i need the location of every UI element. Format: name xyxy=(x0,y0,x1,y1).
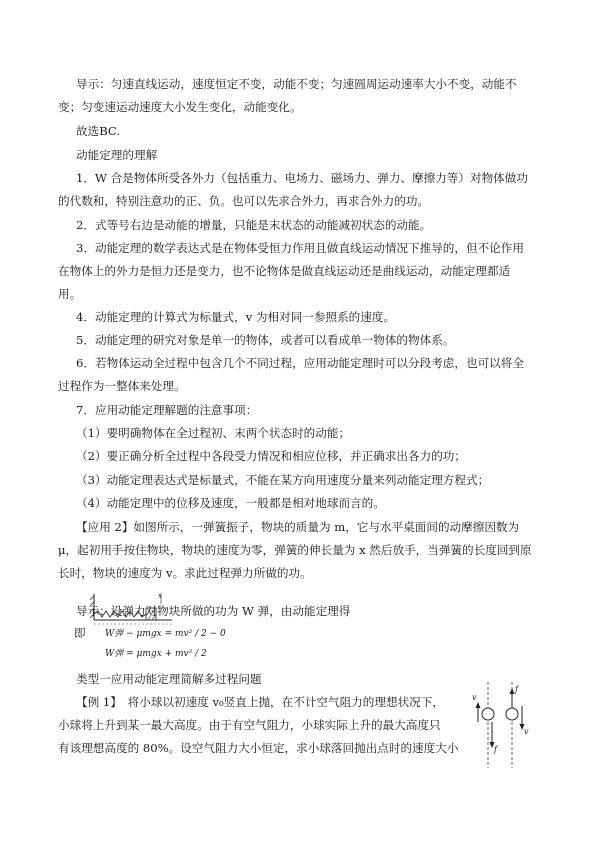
ball-motion-figure xyxy=(470,680,530,770)
problem-text: 【应用 2】如图所示，一弹簧振子，物块的质量为 m，它与水平桌面间的动摩擦因数为 xyxy=(76,520,520,534)
velocity-label: v xyxy=(524,727,529,736)
section-heading: 动能定理的理解 xyxy=(76,148,158,162)
text-line: 1．W 合是物体所受各外力（包括重力、电场力、磁场力、弹力、摩擦力等）对物体做功 xyxy=(76,171,528,185)
friction-label: f xyxy=(494,745,497,754)
list-item: （1）要明确物体在全过程初、末两个状态时的动能； xyxy=(76,426,351,440)
text-line: 变；匀变速运动速度大小发生变化，动能变化。 xyxy=(58,100,302,114)
section-heading: 类型一应用动能定理简解多过程问题 xyxy=(76,672,262,686)
figure-x-label: x xyxy=(158,592,162,600)
text-line: 7．应用动能定理解题的注意事项： xyxy=(76,403,258,417)
equation-1: W弹 − μmgx = mv² / 2 − 0 xyxy=(105,629,226,639)
text-line: 4．动能定理的计算式为标量式，v 为相对同一参照系的速度。 xyxy=(76,310,396,324)
problem-text: μ，起初用手按住物块，物块的速度为零，弹簧的伸长量为 x 然后放手，当弹簧的长度回到原 xyxy=(58,543,532,557)
text-line: 3．动能定理的数学表达式是在物体受恒力作用且做直线运动情况下推导的，但不论作用 xyxy=(76,241,524,255)
list-item: （4）动能定理中的位移及速度，一般都是相对地球而言的。 xyxy=(76,496,385,510)
text-line: 6．若物体运动全过程中包含几个不同过程，应用动能定理时可以分段考虑，也可以将全 xyxy=(76,356,524,370)
text-line: 即 xyxy=(74,626,86,640)
text-line: 过程作为一整体来处理。 xyxy=(58,379,186,393)
text-line: 的代数和，特别注意功的正、负。也可以先求合外力，再求合外力的功。 xyxy=(58,194,430,208)
solution-text: 导示：设弹力对物块所做的功为 W 弹，由动能定理得 xyxy=(76,604,351,618)
text-line: 5．动能定理的研究对象是单一的物体，或者可以看成单一物体的物体系。 xyxy=(76,333,455,347)
equation-2: W弹 = μmgx + mv² / 2 xyxy=(105,649,207,659)
text-line: 2．式等号右边是动能的增量，只能是末状态的动能减初状态的动能。 xyxy=(76,218,432,232)
text-line: 用。 xyxy=(58,287,82,301)
example-text: 【例 1】 将小球以初速度 v₀竖直上抛，在不计空气阻力的理想状况下， xyxy=(76,695,444,709)
list-item: （2）要正确分析全过程中各段受力情况和相应位移，并正确求出各力的功； xyxy=(76,449,466,463)
friction-label: f xyxy=(515,685,518,694)
example-text: 有该理想高度的 80%。设空气阻力大小恒定，求小球落回抛出点时的速度大小 xyxy=(58,741,459,755)
velocity-label: v xyxy=(472,693,477,702)
problem-text: 长时，物块的速度为 v。求此过程弹力所做的功。 xyxy=(58,566,312,580)
list-item: （3）动能定理表达式是标量式，不能在某方向用速度分量来列动能定理方程式； xyxy=(76,473,490,487)
example-text: 小球将上升到某一最大高度。由于有空气阻力，小球实际上升的最大高度只 xyxy=(58,718,441,732)
text-line: 导示：匀速直线运动，速度恒定不变，动能不变；匀速圆周运动速率大小不变，动能不 xyxy=(76,77,517,91)
text-line: 在物体上的外力是恒力还是变力，也不论物体是做直线运动还是曲线运动，动能定理都适 xyxy=(58,264,511,278)
text-line: 故选BC. xyxy=(76,124,121,138)
